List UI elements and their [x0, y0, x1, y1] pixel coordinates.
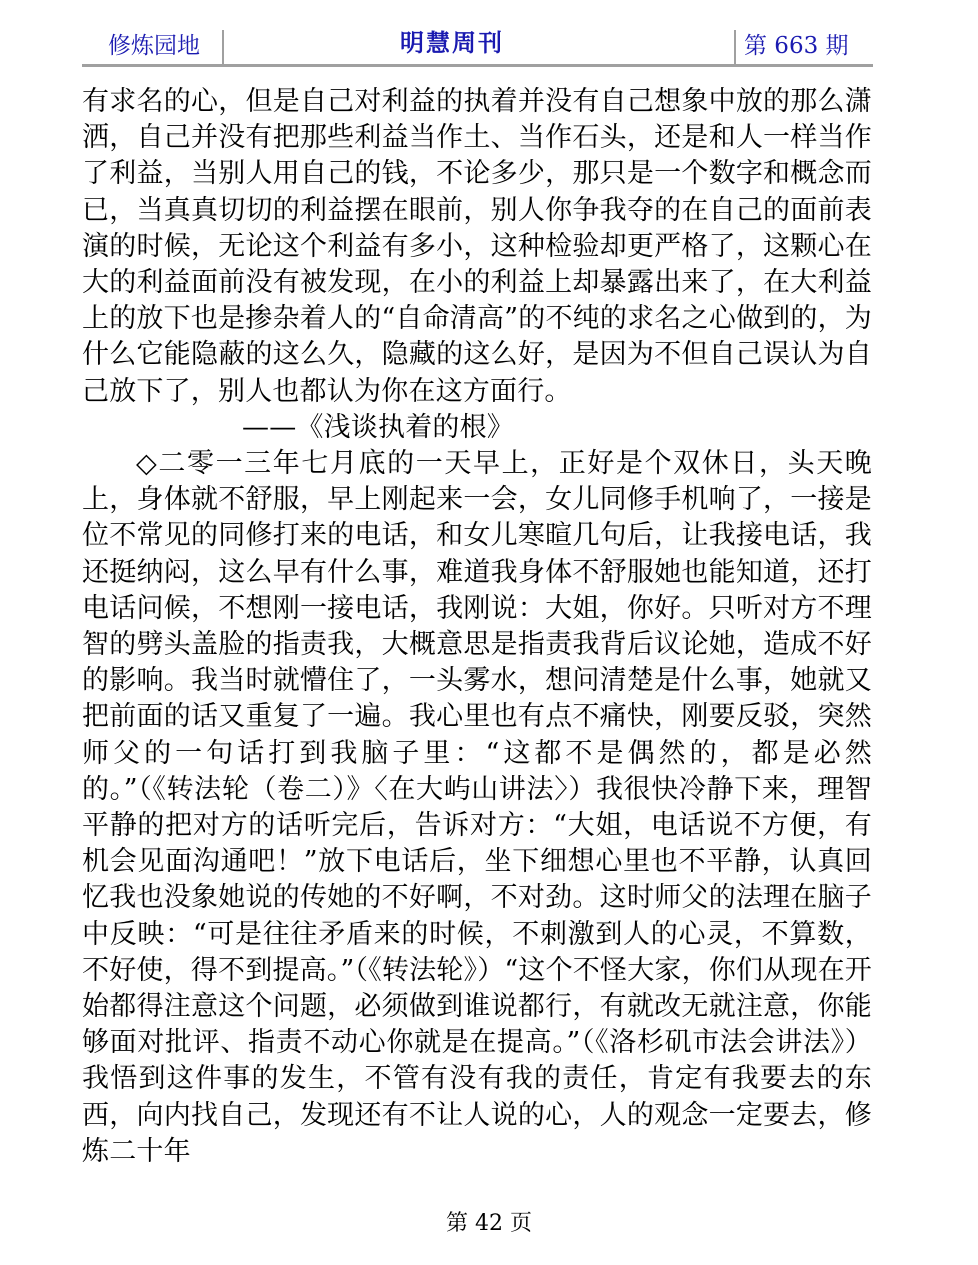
magazine-title: 明慧周刊: [400, 29, 504, 57]
paragraph-continuation: 有求名的心，但是自己对利益的执着并没有自己想象中放的那么潇洒，自己并没有把那些利益当作土、当作石头，还是和人一样当作了利益，当别人用自己的钱，不论多少，那只是一个数字和概念而已，当真真切切的利益摆在眼前，别人你争我夺的在自己的面前表演的时候，无论这个利益有多小，这种检验却更严格了，这颗心在大的利益面前没有被发现，在小的利益上却暴露出来了，在大利益上的放下也是掺杂着人的“自命清高”的不纯的求名之心做到的，为什么它能隐蔽的这么久，隐藏的这么好，是因为不但自己误认为自己放下了，别人也都认为你在这方面行。: [82, 86, 872, 407]
paragraph-experience: ◇二零一三年七月底的一天早上，正好是个双休日，头天晚上，身体就不舒服，早上刚起来一会，女儿同修手机响了，一接是位不常见的同修打来的电话，和女儿寒暄几句后，让我接电话，我还挺纳闷，这么早有什么事，难道我身体不舒服她也能知道，还打电话问候，不想刚一接电话，我刚说：大姐，你好。只听对方不理智的劈头盖脸的指责我，大概意思是指责我背后议论她，造成不好的影响。我当时就懵住了，一头雾水，想问清楚是什么事，她就又把前面的话又重复了一遍。我心里也有点不痛快，刚要反驳，突然师父的一句话打到我脑子里：“这都不是偶然的，都是必然的。”（《转法轮（卷二）》〈在大屿山讲法〉）我很快冷静下来，理智平静的把对方的话听完后，告诉对方：“大姐，电话说不方便，有机会见面沟通吧！”放下电话后，坐下细想心里也不平静，认真回忆我也没象她说的传她的不好啊，不对劲。这时师父的法理在脑子中反映：“可是往往矛盾来的时候，不刺激到人的心灵，不算数，不好使，得不到提高。”（《转法轮》）“这个不怪大家，你们从现在开始都得注意这个问题，必须做到谁说都行，有就改无就注意，你能够面对批评、指责不动心你就是在提高。”（《洛杉矶市法会讲法》）我悟到这件事的发生，不管有没有我的责任，肯定有我要去的东西，向内找自己，发现还有不让人说的心，人的观念一定要去，修炼二十年: [82, 448, 873, 1167]
section-name: 修炼园地: [108, 33, 200, 59]
quote-source: ——《浅谈执着的根》: [242, 411, 514, 443]
page-header: [82, 24, 873, 68]
header-divider-left: [222, 30, 224, 66]
page-number: 第 42 页: [446, 1211, 532, 1236]
header-rule: [82, 64, 873, 67]
header-divider-right: [734, 30, 736, 66]
issue-number: 第 663 期: [744, 33, 849, 59]
article-body: [82, 84, 872, 1170]
